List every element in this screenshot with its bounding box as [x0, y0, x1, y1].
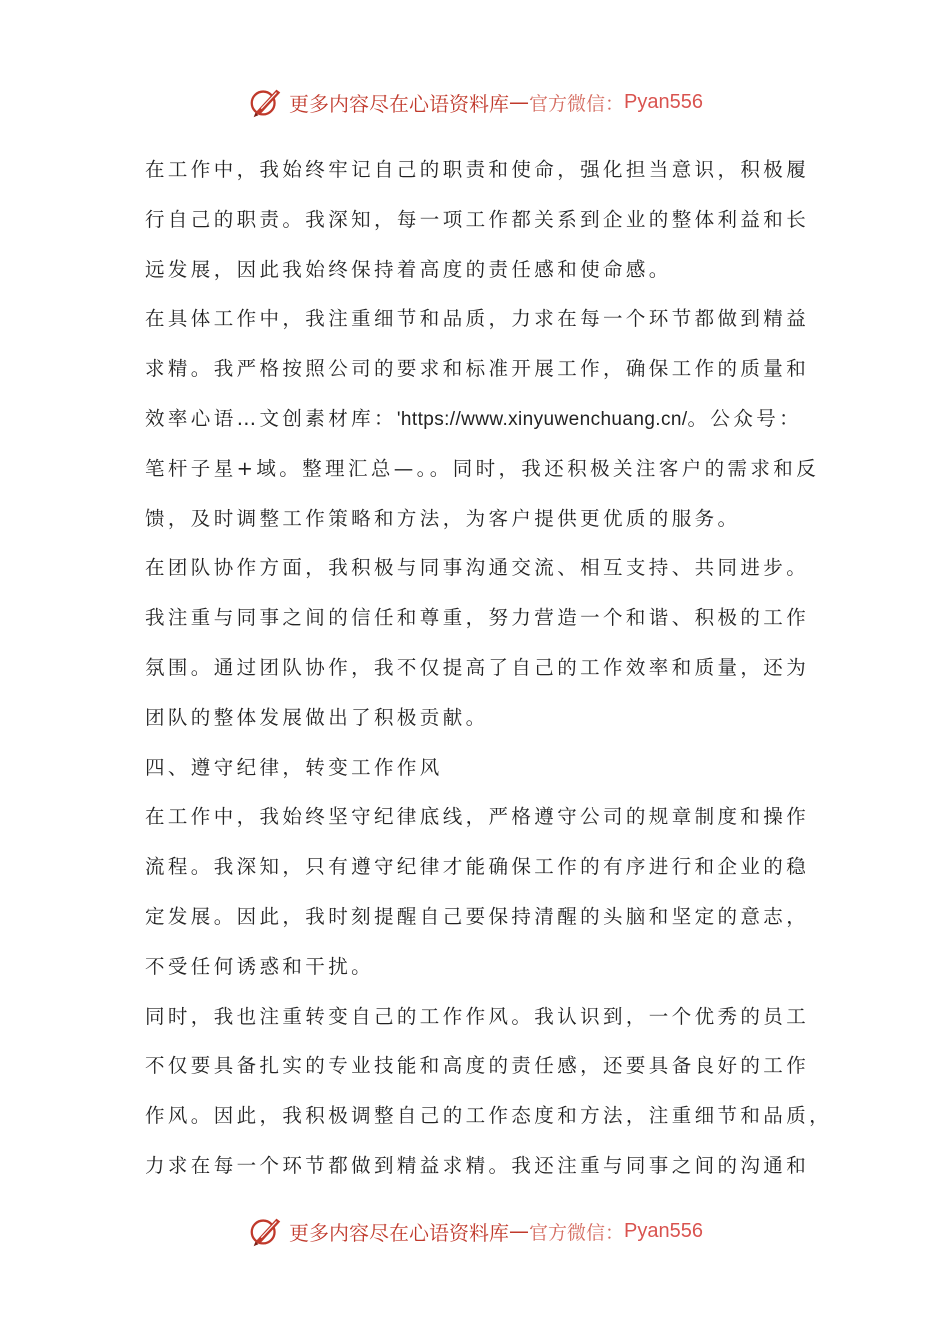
footer-brand-text: 更多内容尽在心语资料库: [289, 1220, 509, 1245]
text-line-suffix: 。公众号：: [687, 406, 803, 430]
footer-dash: —: [509, 1219, 529, 1243]
text-line: 馈，及时调整工作策略和方法，为客户提供更优质的服务。: [145, 506, 741, 530]
header-official-label: 官方微信：: [529, 92, 625, 115]
text-line: 作风。因此，我积极调整自己的工作态度和方法，注重细节和品质，: [145, 1104, 833, 1128]
text-line: 远发展，因此我始终保持着高度的责任感和使命感。: [145, 257, 672, 281]
text-line: 不受任何诱惑和干扰。: [145, 954, 375, 978]
text-line: 不仅要具备扎实的专业技能和高度的责任感，还要具备良好的工作: [145, 1054, 810, 1078]
header-banner: [0, 82, 950, 122]
text-line: 求精。我严格按照公司的要求和标准开展工作，确保工作的质量和: [145, 357, 810, 381]
text-line: 在团队协作方面，我积极与同事沟通交流、相互支持、共同进步。: [145, 556, 810, 580]
footer-banner: [0, 1211, 950, 1251]
text-line: 流程。我深知，只有遵守纪律才能确保工作的有序进行和企业的稳: [145, 855, 810, 879]
header-dash: —: [509, 90, 529, 114]
text-line: 团队的整体发展做出了积极贡献。: [145, 705, 489, 729]
text-line-prefix: 效率心语…文创素材库：: [145, 406, 397, 430]
text-line: 行自己的职责。我深知，每一项工作都关系到企业的整体利益和长: [145, 207, 810, 231]
pen-logo-icon: [247, 1212, 285, 1250]
header-wechat-id: Pyan556: [624, 90, 703, 113]
footer-official-label: 官方微信：: [529, 1221, 625, 1244]
source-url-text: 'https://www.xinyuwenchuang.cn/: [396, 408, 688, 430]
document-body: [145, 145, 833, 1191]
pen-logo-icon: [247, 83, 285, 121]
text-line: 笔杆子星+域。整理汇总—。。同时，我还积极关注客户的需求和反: [145, 456, 820, 480]
text-line: 我注重与同事之间的信任和尊重，努力营造一个和谐、积极的工作: [145, 606, 810, 630]
text-line: 定发展。因此，我时刻提醒自己要保持清醒的头脑和坚定的意志，: [145, 904, 810, 928]
text-line: 在具体工作中，我注重细节和品质，力求在每一个环节都做到精益: [145, 307, 810, 331]
section-heading: 四、遵守纪律，转变工作作风: [145, 755, 443, 779]
footer-wechat-id: Pyan556: [624, 1219, 703, 1242]
text-line: 氛围。通过团队协作，我不仅提高了自己的工作效率和质量，还为: [145, 655, 810, 679]
text-line: 在工作中，我始终坚守纪律底线，严格遵守公司的规章制度和操作: [145, 805, 810, 829]
text-line: 同时，我也注重转变自己的工作作风。我认识到，一个优秀的员工: [145, 1004, 810, 1028]
text-line: 力求在每一个环节都做到精益求精。我还注重与同事之间的沟通和: [145, 1153, 810, 1177]
text-line-with-url: [145, 394, 815, 444]
text-line: 在工作中，我始终牢记自己的职责和使命，强化担当意识，积极履: [145, 158, 810, 181]
header-brand-text: 更多内容尽在心语资料库: [289, 91, 509, 116]
